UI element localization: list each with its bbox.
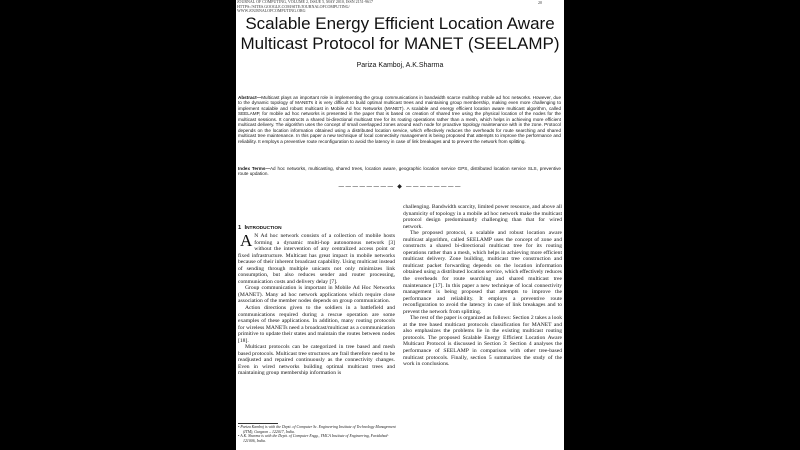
drop-cap: A [240, 231, 253, 250]
footnotes [238, 425, 398, 443]
section-title-rest: NTRODUCTION [246, 226, 282, 231]
section-title-initial: I [244, 225, 247, 231]
index-terms [238, 166, 561, 177]
paper-page [236, 0, 564, 450]
index-terms-label: Index Terms— [238, 166, 270, 171]
intro-paragraph-1-text: N Ad hoc network consists of a collection of mobile hosts forming a dynamic multi-hop autonomous network [3] without the intervention of any centralized access point or fixed infrastructure. Multicast has great impact in mobile networks because of their inherent broadcast capability. Using multicast instead of sending through multiple unicasts not only minimizes link consumption, but also reduces sender and router processing, communication costs and delivery delay [7]. [238, 233, 395, 285]
section-divider: ———————— ◆ ———————— [338, 183, 462, 190]
abstract-text: Multicast plays an important role in implementing the group communications in bandwidth scarce multihop mobile ad hoc networks. However, due to the dynamic topology of MANETs it is very difficult to build optimal multicast trees and maintaining group membership, making even more challenging to implement scalable and robust multicast in Mobile Ad hoc Networks (MANET). A scalable and energy efficient location aware multicast algorithm, called SEELAMP, for mobile ad hoc networks is presented in the paper that is based on creation of shared tree using the physical location of the nodes for the multicast sessions. It constructs a shared bi-directional multicast tree for its routing operations rather than a mesh, which helps in achieving more efficient multicast delivery. The algorithm uses the concept of small overlapped zones around each node for proactive topology maintenance with in the zone. Protocol depends on the location information obtained using a distributed location service, which effectively reduces the overheads for route searching and shared multicast tree maintenance. In this paper a new technique of local connectivity management is being proposed that attempts to improve the performance and reliability. It employs a preventive route reconfiguration to avoid the latency in case of link breakages and to prevent the network from splitting. [238, 95, 561, 144]
abstract-label: Abstract— [238, 95, 262, 100]
paper-title-line-2: Multicast Protocol for MANET (SEELAMP) [240, 34, 560, 53]
footnote-1: • Pariza Kamboj is with the Deptt. of Computer Sc. Engineering Institute of Technology Management (ITM), Gurgaon – 122017, India. [238, 425, 396, 434]
footnote-rule [238, 423, 278, 424]
journal-header [237, 0, 373, 14]
left-column [238, 233, 395, 377]
abstract [238, 95, 561, 144]
paper-title [236, 14, 564, 54]
right-column [403, 204, 562, 368]
journal-header-url: HTTPS://SITES.GOOGLE.COM/SITE/JOURNALOFCOMPUTING/ [237, 3, 350, 9]
intro-paragraph-1 [238, 233, 395, 285]
footnote-2: • A.K. Sharma is with the Deptt. of Computer Engg., YMCA Institute of Engineering, Faridabad-121006, India. [238, 434, 389, 443]
right-paragraph-3: The rest of the paper is organized as follows: Section 2 takes a look at the tree based multicast protocols classification for MANET and also emphasizes the problems lie in the existing multicast routing protocols. The proposed Scalable Energy Efficient Location Aware Multicast Protocol is discussed in Section 3: Section 4 analyses the performance of SEELAMP in comparison with other tree-based multicast protocols. Finally, section 5 summarizes the study of the work in conclusions. [403, 315, 562, 368]
intro-paragraph-4: Multicast protocols can be categorized in tree based and mesh based protocols. Multicast tree structures are frail therefore need to be readjusted and repaired continuously as the connectivity changes. Even in wired networks building optimal multicast trees and maintaining group membership information is [238, 344, 395, 377]
journal-header-site: WWW.JOURNALOFCOMPUTING.ORG [237, 8, 306, 14]
journal-header-line: JOURNAL OF COMPUTING, VOLUME 2, ISSUE 5, MAY 2010, ISSN 2151-9617 [237, 0, 373, 4]
right-paragraph-1: challenging. Bandwidth scarcity, limited power resource, and above all dynamicity of topology in a mobile ad hoc network make the multicast protocol design predominantly challenging than that for wired network. [403, 204, 562, 230]
intro-paragraph-3: Action directions given to the soldiers in a battlefield and communications required during a rescue operation are some examples of these applications. In addition, many routing protocols for wireless MANETs need a broadcast/multicast as a communication primitive to update their states and maintain the routes between nodes [18]. [238, 305, 395, 344]
page-number: 20 [538, 0, 542, 5]
authors: Pariza Kamboj, A.K.Sharma [356, 62, 444, 69]
section-number: 1 [238, 225, 242, 231]
paper-title-line-1: Scalable Energy Efficient Location Aware [245, 14, 555, 33]
intro-paragraph-2: Group communication is important in Mobile Ad Hoc Networks (MANET). Many ad hoc network applications which require close association of the member nodes depends on group communication. [238, 285, 395, 305]
index-terms-text: Ad hoc networks, multicasting, shared trees, location aware, geographic location service GPS, distributed location service SLS, preventive route updation. [238, 166, 561, 177]
right-paragraph-2: The proposed protocol, a scalable and robust location aware multicast algorithm, called SEELAMP uses the concept of zone and constructs a shared bi-directional multicast tree for its routing operations rather than a mesh, which helps in achieving more efficient multicast delivery. Zone building, multicast tree construction and multicast packet forwarding depends on the location information obtained using a distributed location service, which effectively reduces the overheads for route searching and shared multicast tree maintenance [17]. In this paper a new technique of local connectivity management is being proposed that attempts to improve the performance and reliability. It employs a preventive route reconfiguration to avoid the latency in case of link breakages and to prevent the network from splitting. [403, 230, 562, 315]
